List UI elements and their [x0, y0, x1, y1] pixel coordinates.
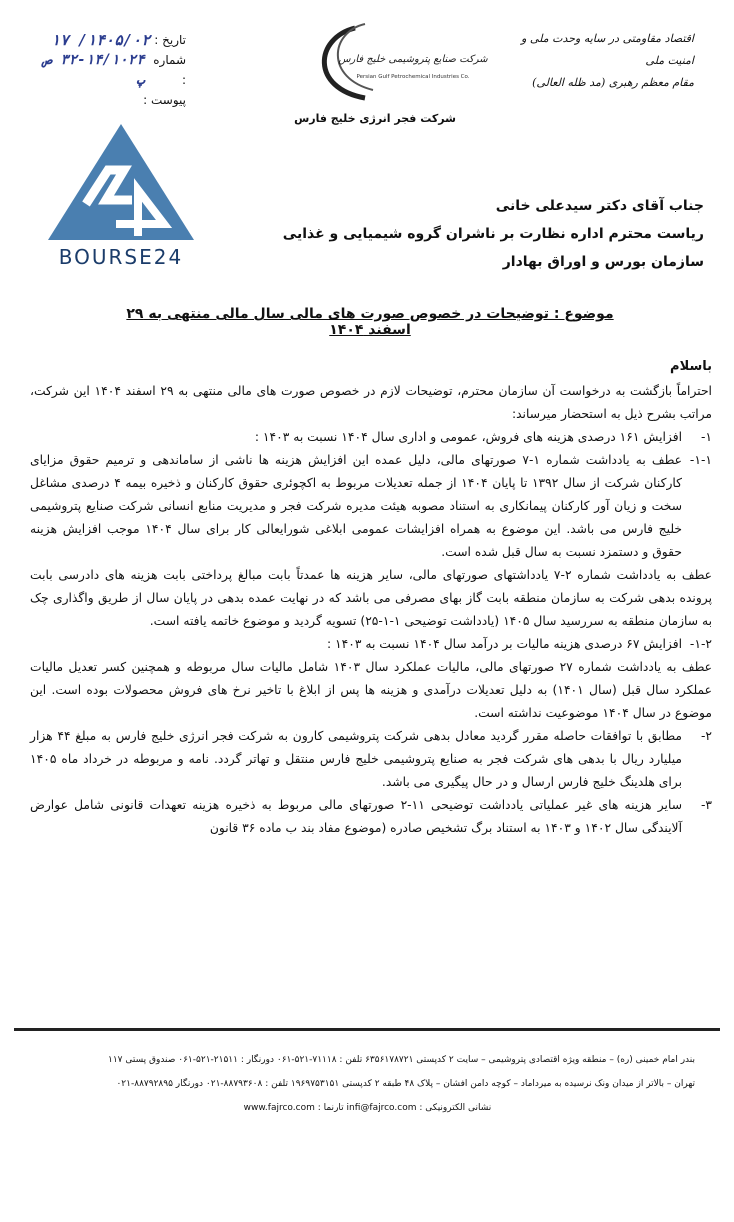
letter-body	[30, 355, 712, 840]
intro-paragraph: احتراماً بازگشت به درخواست آن سازمان محترم، توضیحات لازم در خصوص صورت های مالی منتهی به ۲۹ اسفند ۱۴۰۴ این شرکت، مراتب بشرح ذیل به استحضار میرساند:	[30, 384, 712, 421]
addressee-line1: جناب آقای دکتر سیدعلی خانی	[495, 198, 704, 214]
item-1-2-number: ۱-۲-	[689, 637, 712, 651]
footer-divider	[14, 1028, 720, 1031]
company-name: شرکت فجر انرژی خلیج فارس	[294, 112, 456, 125]
item-3-number: ۳-	[700, 798, 712, 812]
item-1-2-text: افزایش ۶۷ درصدی هزینه مالیات بر درآمد سال ۱۴۰۴ نسبت به ۱۴۰۳ :	[326, 637, 682, 651]
item-1-text: افزایش ۱۶۱ درصدی هزینه های فروش، عمومی و اداری سال ۱۴۰۴ نسبت به ۱۴۰۳ :	[254, 430, 682, 444]
logo-swoosh-icon	[295, 18, 488, 108]
logo-text: شرکت صنایع پتروشیمی خلیج فارس	[338, 54, 488, 65]
letter-meta	[36, 30, 186, 110]
item-1-1-text: عطف به یادداشت شماره ۱-۷ صورتهای مالی، دلیل عمده این افزایش هزینه ها ناشی از ساماندهی و ترمیم حقوق مزایای کارکنان شرکت از سال ۱۳۹۲ تا پایان ۱۴۰۴ از جمله تعدیلات مربوط به اکچوئری حقوق کارکنان و ذخیره بیمه ۴ درصدی مشاغل سخت و زیان آور کارکنان پیمانکاری به استناد مصوبه هیئت مدیره شرکت فجر و مدیریت منابع انسانی شرکت صنایع پتروشیمی خلیج فارس می باشد. این موضوع به همراه افزایشات عمومی ابلاغی شورایعالی کار برای سال ۱۴۰۴ موجب افزایش هزینه حقوق و دستمزد نسبت به سال قبل شده است.	[30, 453, 682, 559]
item-1-2-continuation: عطف به یادداشت شماره ۲۷ صورتهای مالی، مالیات عملکرد سال ۱۴۰۳ شامل مالیات سال مربوطه و همچنین کسر تعدیل مالیات عملکرد سال قبل (سال ۱۴۰۱) به دلیل تعدیلات درآمدی و هزینه ها پس از ابلاغ با تاخیر نرخ های فروش محصولات بوده است. این موضوع در سال ۱۴۰۴ موضوعیت نداشته است.	[30, 660, 712, 720]
date-label: تاریخ :	[154, 33, 186, 47]
item-1-1	[30, 449, 712, 564]
company-logo	[295, 18, 488, 108]
bourse24-triangle-icon	[46, 120, 196, 250]
date-value: ۱۴۰۵/۰۲/ ۱۷	[50, 31, 151, 49]
motto-line2: مقام معظم رهبری (مد ظله العالی)	[532, 76, 694, 89]
item-1-1-continuation: عطف به یادداشت شماره ۲-۷ یادداشتهای صورتهای مالی، سایر هزینه ها عمدتاً بابت مبالغ پرداختی بابت هزینه های دادرسی بابت پرونده بدهی شرکت به سازمان منطقه بابت گاز بهای مصرفی می باشد که در نهایت عمده بدهی در پایان سال از طریق واگذاری چک به سازمان منطقه به سررسید سال ۱۴۰۵ (یادداشت توضیحی ۱-۱-۲۵) تسویه گردید و موضوع خاتمه یافته است.	[30, 568, 713, 628]
greeting: باسلام	[670, 359, 712, 374]
addressee-line2: ریاست محترم اداره نظارت بر ناشران گروه شیمیایی و غذایی	[282, 226, 704, 242]
item-2	[30, 725, 712, 794]
number-value: ۳۲-۱۴/۱۰۲۴ ص پ	[43, 52, 145, 88]
footer-contact: نشانی الکترونیکی : infi@fajrco.com تارنما : www.fajrco.com	[243, 1103, 492, 1113]
attachment-label: پیوست :	[143, 93, 186, 107]
item-1-1-number: ۱-۱-	[689, 453, 712, 467]
addressee-line3: سازمان بورس و اوراق بهادار	[502, 254, 704, 270]
bourse24-wordmark: BOURSE24	[58, 245, 184, 269]
item-1	[30, 426, 712, 449]
item-3	[30, 794, 712, 840]
item-1-number: ۱-	[700, 430, 712, 444]
item-2-number: ۲-	[700, 729, 712, 743]
item-1-2	[30, 633, 712, 656]
item-3-text: سایر هزینه های غیر عملیاتی یادداشت توضیحی ۱۱-۲ صورتهای مالی مربوط به ذخیره هزینه تعهدات قانونی شامل عوارض آلایندگی سال ۱۴۰۲ و ۱۴۰۳ به استناد برگ تشخیص صادره (موضوع مفاد بند ب ماده ۳۶ قانون	[30, 798, 682, 835]
footer-address-2: تهران – بالاتر از میدان ونک نرسیده به میرداماد – کوچه دامن افشان – پلاک ۴۸ طبقه ۲ کدپستی ۱۹۶۹۷۵۳۱۵۱ تلفن : ۸۸۷۹۳۶۰۸-۰۲۱ دورنگار ۸۸۷۹۲۸۹۵-۰۲۱	[116, 1079, 695, 1089]
footer-address-1: بندر امام خمینی (ره) – منطقه ویژه اقتصادی پتروشیمی – سایت ۲ کدپستی ۶۳۵۶۱۷۸۷۲۱ تلفن : ۷۱۱۱۸-۵۲۱-۰۶۱ دورنگار : ۲۱۵۱۱-۵۲۱-۰۶۱ صندوق پستی ۱۱۷	[108, 1055, 695, 1065]
motto-line1: اقتصاد مقاومتی در سایه وحدت ملی و امنیت ملی	[521, 32, 694, 67]
subject-line: موضوع : توضیحات در خصوص صورت های مالی سال مالی منتهی به ۲۹ اسفند ۱۴۰۴	[126, 306, 614, 338]
number-label: شماره :	[153, 53, 186, 87]
addressee-block	[184, 192, 704, 276]
logo-subtext: Persian Gulf Petrochemical Industries Co.	[356, 74, 470, 80]
item-2-text: مطابق با توافقات حاصله مقرر گردید معادل بدهی شرکت پتروشیمی کارون به شرکت فجر انرژی خلیج فارس به مبلغ ۴۴ هزار میلیارد ریال با بدهی های شرکت فجر به صنایع پتروشیمی خلیج فارس منتقل و تهاتر گردد. نامه و مربوطه در خرداد ماه ۱۴۰۵ برای هلدینگ خلیج فارس ارسال و در حال پیگیری می باشد.	[30, 729, 682, 789]
footer	[40, 1048, 695, 1120]
motto	[494, 28, 694, 94]
